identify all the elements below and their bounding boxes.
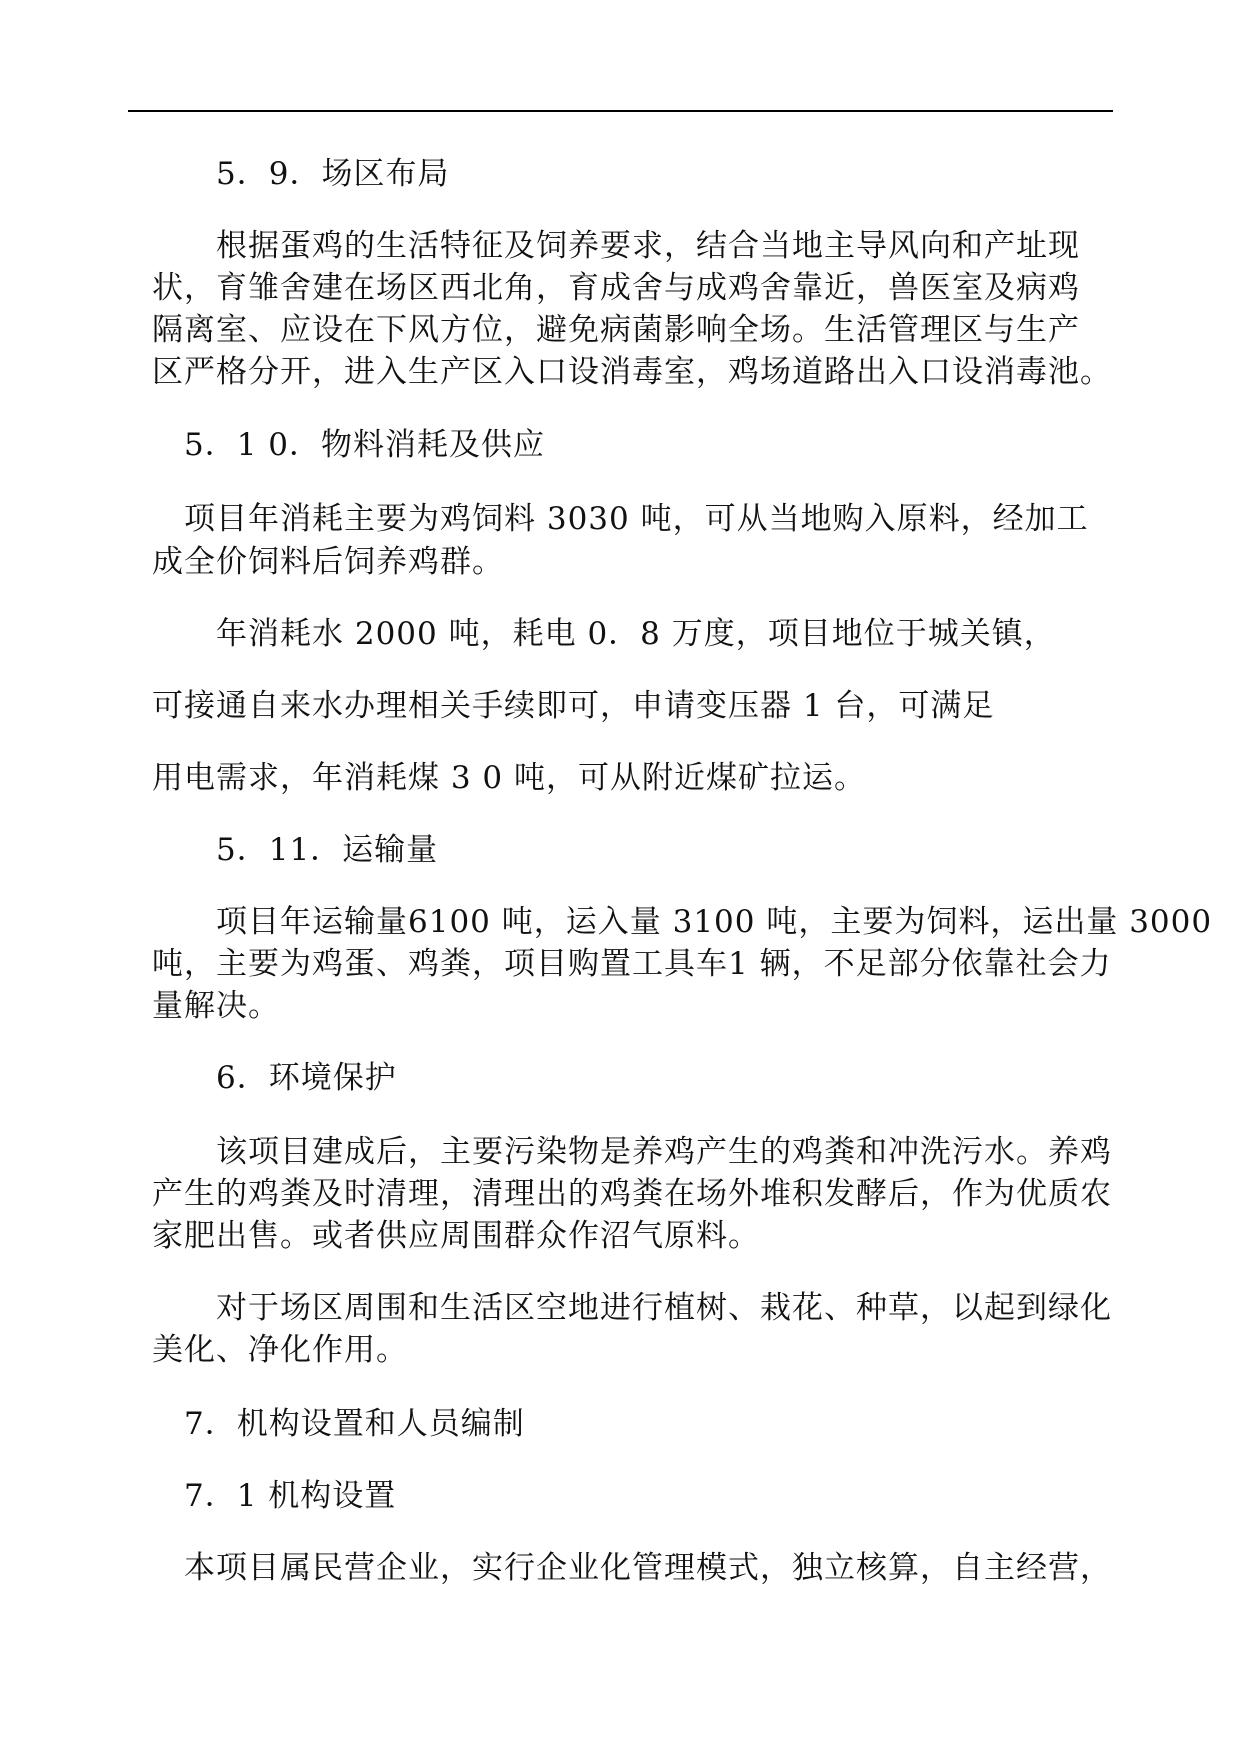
section-heading-6: 6．环境保护 (216, 1060, 397, 1096)
paragraph-line: 根据蛋鸡的生活特征及饲养要求，结合当地主导风向和产址现 (216, 228, 1080, 264)
paragraph-line: 项目年消耗主要为鸡饲料 3030 吨，可从当地购入原料，经加工 (184, 501, 1089, 537)
paragraph-line: 量解决。 (152, 988, 280, 1024)
section-heading-5-10: 5．1 0．物料消耗及供应 (184, 427, 546, 463)
paragraph-line: 可接通自来水办理相关手续即可，申请变压器 1 台，可满足 (152, 688, 995, 724)
section-heading-5-9: 5．9．场区布局 (216, 156, 450, 192)
paragraph-line: 区严格分开，进入生产区入口设消毒室，鸡场道路出入口设消毒池。 (152, 354, 1112, 390)
section-heading-7: 7．机构设置和人员编制 (184, 1406, 525, 1442)
paragraph-line: 用电需求，年消耗煤 3 0 吨，可从附近煤矿拉运。 (152, 760, 867, 796)
paragraph-line: 状，育雏舍建在场区西北角，育成舍与成鸡舍靠近，兽医室及病鸡 (152, 270, 1080, 306)
paragraph-line: 吨，主要为鸡蛋、鸡粪，项目购置工具车1 辆，不足部分依靠社会力 (152, 946, 1112, 982)
paragraph-line: 家肥出售。或者供应周围群众作沼气原料。 (152, 1218, 760, 1254)
paragraph-line: 美化、净化作用。 (152, 1332, 408, 1368)
paragraph-line: 项目年运输量6100 吨，运入量 3100 吨，主要为饲料，运出量 3000 (216, 904, 1213, 940)
paragraph-line: 对于场区周围和生活区空地进行植树、栽花、种草，以起到绿化 (216, 1290, 1112, 1326)
paragraph-line: 该项目建成后，主要污染物是养鸡产生的鸡粪和冲洗污水。养鸡 (216, 1134, 1112, 1170)
paragraph-line: 成全价饲料后饲养鸡群。 (152, 544, 504, 580)
paragraph-line: 产生的鸡粪及时清理，清理出的鸡粪在场外堆积发酵后，作为优质农 (152, 1176, 1112, 1212)
header-rule (128, 110, 1113, 112)
section-heading-5-11: 5．11．运输量 (216, 832, 439, 868)
paragraph-line: 隔离室、应设在下风方位，避免病菌影响全场。生活管理区与生产 (152, 312, 1080, 348)
paragraph-line: 本项目属民营企业，实行企业化管理模式，独立核算，自主经营， (184, 1550, 1112, 1586)
section-heading-7-1: 7．1 机构设置 (184, 1478, 397, 1514)
paragraph-line: 年消耗水 2000 吨，耗电 0．8 万度，项目地位于城关镇， (216, 616, 1056, 652)
